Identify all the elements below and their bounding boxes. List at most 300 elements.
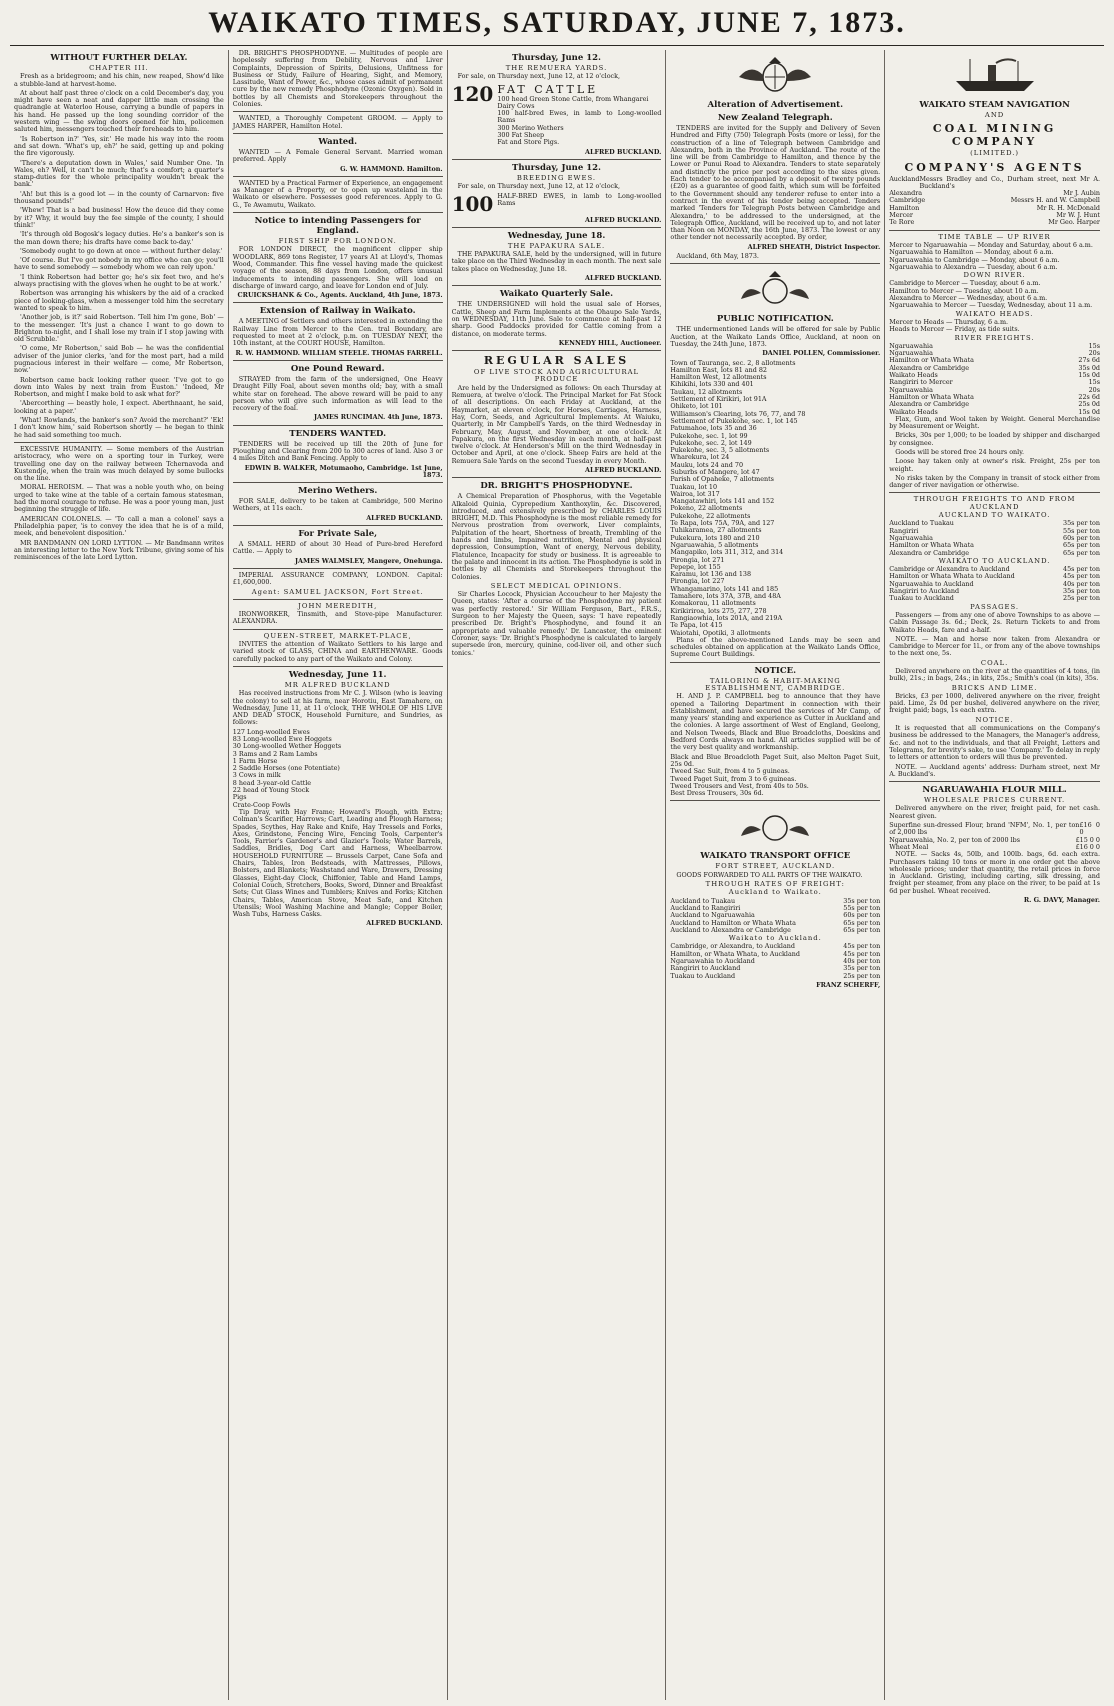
- stock-list: [233, 729, 443, 809]
- royal-crest-icon: [730, 53, 820, 97]
- price-item: Tweed Sac Suit, from 4 to 5 guineas.: [670, 767, 790, 776]
- divider: [233, 176, 443, 177]
- lot-item: 100 head Green Stone Cattle, from Whangarei: [497, 94, 649, 103]
- regular-sales-title: REGULAR SALES: [483, 354, 630, 368]
- land-item: Te Rapa, lots 75A, 79A, and 127: [670, 519, 775, 528]
- land-item: Pukekohe, 22 allotments: [670, 511, 751, 520]
- stock-item: 3 Cows in milk: [232, 771, 281, 780]
- stock-item: 83 Long-woolled Ewe Hoggets: [232, 735, 332, 743]
- reward-signature: JAMES RUNCIMAN. 4th June, 1873.: [313, 413, 443, 422]
- down-river-list: [889, 280, 1100, 309]
- freight-row-cell: Hamilton or Whata Whata: [889, 356, 974, 365]
- freight-row-cell: 35s 0d: [1078, 363, 1100, 372]
- telegraph-date: Auckland, 6th May, 1873.: [676, 252, 759, 261]
- land-item: Pirongia, lot 227: [670, 577, 725, 586]
- freight-row-cell: Alexandra or Cambridge: [889, 400, 969, 409]
- divider: [14, 442, 224, 443]
- agent-row-cell: Auckland: [889, 174, 920, 183]
- regular-sales-text: Are held by the Undersigned as follows: On each Thursday at Remuera, at twelve o'clock. The Principal Market for Fat Stock of all descriptions. On each Friday at Auckland, at the Haymarket, at eleven o'clock, for Horses, Carriages, Harness, Hay, Corn, Seeds, and Agricultural Implements. At Waiuku, Quarterly, in Mr Campbell's Yards, on the third Wednesday in February, May, August, and November, at one o'clock. At Papakura, on the first Wednesday in each month, at half-past twelve o'clock. At Henderson's Mill on the third Wednesday in October and April, at one o'clock. Sheep Fairs are held at the Remuera Sale Yards on the second Tuesday in every Month.: [451, 383, 662, 465]
- timetable-item: Mercer to Ngaruawahia — Monday and Saturday, about 6 a.m.: [889, 240, 1093, 249]
- divider: [233, 599, 443, 600]
- phosphodyne-title: DR. BRIGHT'S PHOSPHODYNE.: [480, 481, 633, 492]
- freight-row-cell: 35s per ton: [1063, 519, 1100, 528]
- stock-item: 127 Long-woolled Ewes: [232, 727, 310, 736]
- rate-row-cell: Tuakau to Auckland: [670, 971, 736, 980]
- rate-row-cell: Auckland to Tuakau: [670, 896, 736, 905]
- agent-row-cell: Hamilton: [889, 203, 920, 212]
- story-chapter: CHAPTER III.: [89, 64, 149, 72]
- freight-row-cell: 15s 0d: [1078, 407, 1100, 416]
- misc-paragraph: AMERICAN COLONELS. — 'To call a man a colonel' says a Philadelphia paper, 'is to convey the idea that he is of a mild, meek, and benevolent disposition.': [14, 514, 224, 538]
- wed18-title: Wednesday, June 18.: [507, 230, 606, 241]
- queen-street-text: INVITES the attention of Waikato Settlers to his large and varied stock of GLASS, CHINA and EARTHENWARE. Goods carefully packed to any part of the Waikato and Colony.: [232, 640, 443, 663]
- story-paragraph: 'Is Robertson in?' 'Yes, sir.' He made his way into the room and sat down. 'What's up, eh?' he said, getting up and poking the fire vigorously.: [14, 134, 224, 158]
- thu12a-lot-title: FAT CATTLE: [497, 82, 599, 96]
- timetable-item: Ngaruawahia to Alexandra — Tuesday, about 6 a.m.: [889, 262, 1058, 271]
- lot-item: Fat and Store Pigs.: [497, 138, 560, 147]
- freight-row-cell: Alexandra or Cambridge: [889, 548, 969, 557]
- price-item: Tweed Trousers and Vest, from 40s to 50s.: [670, 781, 809, 790]
- divider: [452, 227, 662, 228]
- agent-row: [889, 219, 1100, 226]
- rate-row-cell: Auckland to Rangiriri: [670, 903, 741, 912]
- freight-row-cell: Hamilton or Whata Whata: [889, 392, 974, 401]
- freight-row-cell: 15s: [1088, 341, 1100, 350]
- wed18-sub: THE PAPAKURA SALE.: [507, 241, 606, 250]
- transport-signature: FRANZ SCHERFF,: [816, 980, 881, 989]
- rate-row-cell: 45s per ton: [843, 942, 881, 951]
- rate-row: [670, 927, 880, 934]
- rate-row-cell: Rangiriri to Auckland: [670, 964, 741, 973]
- land-item: Pukekura, lots 180 and 210: [670, 533, 760, 542]
- public-notification-title: PUBLIC NOTIFICATION.: [716, 314, 834, 325]
- land-item: Pepepe, lot 155: [670, 562, 721, 571]
- timetable-item: Hamilton to Mercer — Tuesday, about 10 a.m.: [889, 286, 1039, 295]
- flour-sub: WHOLESALE PRICES CURRENT.: [923, 796, 1066, 805]
- transport-title: WAIKATO TRANSPORT OFFICE: [700, 851, 851, 862]
- thu12b-lot-number: 100: [451, 191, 494, 216]
- stock-item: 2 Saddle Horses (one Potentiate): [232, 764, 340, 773]
- freight-row-cell: 35s per ton: [1063, 587, 1100, 596]
- royal-crest-icon: [730, 804, 820, 848]
- story-paragraph: 'Somebody ought to go down at once — without further delay.': [20, 246, 223, 255]
- agent-row-cell: Mr W. J. Hunt: [1056, 211, 1100, 220]
- land-item: Ngaruawahia, 5 allotments: [670, 540, 759, 549]
- freight-row-cell: 25s 0d: [1078, 400, 1100, 409]
- divider: [233, 666, 443, 667]
- story-paragraph: 'I think Robertson had better go; he's six feet two, and he's always practising with the gloves when he ought to be at work.': [14, 272, 224, 289]
- public-notification-footer: Plans of the above-mentioned Lands may be seen and schedules obtained on application at the Waikato Lands Office, Supreme Court Buildings.: [670, 635, 881, 659]
- through-freights-a: [889, 520, 1100, 556]
- divider: [233, 482, 443, 483]
- divider: [889, 781, 1100, 782]
- thu12a-items: [497, 96, 661, 147]
- freight-row-cell: 15s 0d: [1078, 371, 1100, 380]
- agents-title: COMPANY'S AGENTS: [904, 160, 1085, 174]
- story-title: WITHOUT FURTHER DELAY.: [50, 53, 188, 63]
- transport-rates-b: [670, 943, 880, 979]
- land-item: Pokeno, 22 allotments: [670, 504, 743, 513]
- divider: [670, 662, 880, 663]
- reward-title: One Pound Reward.: [290, 363, 385, 374]
- merino-text: FOR SALE, delivery to be taken at Cambridge, 500 Merino Wethers, at 11s each.: [232, 497, 443, 513]
- freight-row-cell: 65s per ton: [1063, 541, 1100, 550]
- rate-row-cell: 40s per ton: [843, 957, 881, 966]
- price-item: Best Dress Trousers, 30s 6d.: [670, 789, 764, 798]
- opinions-title: SELECT MEDICAL OPINIONS.: [490, 581, 623, 590]
- timetable-item: Alexandra to Mercer — Wednesday, about 6 a.m.: [889, 294, 1048, 303]
- agent-row-cell: Mr R. H. McDonald: [1036, 203, 1100, 212]
- divider: [233, 525, 443, 526]
- divider: [889, 230, 1100, 231]
- agent-row-cell: Messrs Bradley and Co., Durham street, next Mr A. Buckland's: [919, 174, 1100, 190]
- through-freights-title: THROUGH FREIGHTS TO AND FROM AUCKLAND: [913, 495, 1076, 511]
- railway-text: A MEETING of Settlers and others interested in extending the Railway Line from Mercer to the Cen. tral Boundary, are requested to meet at 2 o'clock, p.m. on TUESDAY NEXT, the 10th instant, at the COURT HOUSE, Hamilton.: [232, 317, 443, 348]
- rate-row-cell: 25s per ton: [843, 971, 881, 980]
- land-item: Karamu, lot 136 and 138: [670, 570, 752, 579]
- land-item: Settlement of Pukekohe, sec. 1, lot 145: [670, 416, 798, 425]
- timetable-item: Ngaruawahia to Hamilton — Monday, about 6 a.m.: [889, 248, 1054, 257]
- phosphodyne-ad: DR. BRIGHT'S PHOSPHODYNE. — Multitudes of people are hopelessly suffering from Debility, Nervous and Liver Complaints, Depression of Spirits, Delusions, Unfitness for Business or Study, Failure of Hearing, Sight, and Memory, Lassitude, Want of Power, &c., whose cases admit of permanent cure by the new remedy Phosphodyne (Ozonic Oxygen). Sold in bottles by all Chemists and Storekeepers throughout the Colonies.: [232, 50, 443, 109]
- lands-list: [670, 360, 880, 637]
- misc-articles: [14, 446, 224, 561]
- rate-row: [670, 973, 880, 980]
- story-paragraph: 'There's a deputation down in Wales,' said Number One. 'In Wales, eh? Well, it can't be much; that's a comfort; a quarter's stamp-duties for the whole principality wouldn't break the bank.': [14, 158, 224, 189]
- insurance-agent: Agent: SAMUEL JACKSON, Fort Street.: [251, 587, 424, 596]
- freight-row-cell: Rangiriri to Auckland: [889, 587, 960, 596]
- land-item: Mangatawhiri, lots 141 and 152: [670, 497, 775, 506]
- tailor-notice-title: NOTICE.: [754, 665, 797, 676]
- land-item: Waiotahi, Opotiki, 3 allotments: [670, 628, 771, 637]
- agent-row-cell: Te Rore: [889, 218, 915, 227]
- freight-note: Bricks, 30s per 1,000; to be loaded by shipper and discharged by consignee.: [889, 431, 1100, 447]
- flour-signature: R. G. DAVY, Manager.: [1023, 896, 1100, 905]
- steamship-icon: [950, 53, 1040, 97]
- wed18-text: THE PAPAKURA SALE, held by the undersigned, will in future take place on the Third Wednesday in each month. The next sale takes place on Wednesday, June 18.: [451, 250, 662, 273]
- thu12a-intro: For sale, on Thursday next, June 12, at 12 o'clock,: [457, 72, 621, 81]
- freight-note: Flax, Gum, and Wool taken by Weight. General Merchandise by Measurement or Weight.: [889, 414, 1100, 431]
- freight-row-cell: Auckland to Tuakau: [889, 519, 954, 528]
- land-item: Williamson's Clearing, lots 76, 77, and 78: [670, 409, 806, 418]
- divider: [233, 568, 443, 569]
- thu12b-signature: ALFRED BUCKLAND.: [585, 215, 662, 224]
- phosphodyne-text: A Chemical Preparation of Phosphorus, with the Vegetable Alkaloid Quinia, Cyprepedium Xanthoxylin, &c. Discovered, introduced, and extensively prescribed by CHARLES LOUIS BRIGHT, M.D. This Phosphodyne is the most reliable remedy for Nervous prostration from overwork, Liver complaints, Palpitation of the heart, Shortness of breath, Trembling of the hands and limbs, Impaired nutrition, Mental and physical depression, Consumption, Want of energy, Nervous debility, Flatulence, Incapacity for study or business. It is agreeable to the palate and innocent in its action. The Phosphodyne is sold in bottles by all Chemists and Storekeepers throughout the Colonies.: [451, 492, 662, 581]
- thu12b-title: Thursday, June 12.: [512, 162, 601, 173]
- price-item: Black and Blue Broadcloth Paget Suit, also Melton Paget Suit, 25s 0d.: [670, 752, 881, 768]
- land-item: Pirongia, lot 271: [670, 555, 725, 564]
- agent-row-cell: Cambridge: [889, 196, 926, 205]
- freight-row-cell: Ngaruawahia to Auckland: [889, 579, 974, 588]
- land-item: Wharekura, lot 24: [670, 453, 730, 462]
- story-paragraph: Fresh as a bridegroom; and his chin, new reaped, Show'd like a stubble-land at harvest-home.: [14, 72, 224, 88]
- freight-row-cell: Ngaruawahia: [889, 349, 933, 358]
- land-item: Pukekohe, sec. 2, lot 149: [670, 438, 752, 447]
- freight-row-cell: Alexandra or Cambridge: [889, 363, 969, 372]
- railway-title: Extension of Railway in Waikato.: [259, 306, 416, 317]
- freight-row-cell: Rangiriri: [889, 526, 919, 535]
- wed11-title: Wednesday, June 11.: [288, 669, 387, 680]
- stock-item: 3 Rams and 2 Ram Lambs: [232, 749, 318, 758]
- story-paragraph: 'Of course. But I've got nobody in my office who can go; you'll have to send somebody — somebody whom we can rely upon.': [14, 256, 224, 272]
- agent-row: [889, 176, 1100, 191]
- agent-row-cell: Mr J. Aubin: [1063, 189, 1100, 198]
- column-3: [448, 50, 667, 1700]
- freight-row-cell: 20s: [1088, 349, 1100, 358]
- sundries-text: Tip Dray, with Hay Frame; Howard's Plough, with Extra; Colman's Scarifier, Harrows; Cart, Leading and Plough Harness; Spades, Scythes, Hay Rake and Knife, Hay Tressels and Forks, Axes, Grindstone, Fencing Wire, Fencing Tools, Carpenter's Tools, Farrier's Gardener's and Glazier's Tools; Water Barrels, Saddles, Bridles, Dog Cart and Harness, Wheelbarrow. HOUSEHOLD FURNITURE — Brussels Carpet, Cane Sofa and Chairs, Tables, Iron Bedsteads, with Mattresses, Pillows, Bolsters, and Blankets; Washstand and Ware, Drawers, Dressing Glasses, Eight-day Clock, Chiffonier, Table and Hand Lamps, Colonial Couch, Stretchers, Books, Sword, Dinner and Breakfast Sets; Cut Glass Wines and Tumblers; Knives and Forks; Kitchen Chairs, Tables, American Stove, Meat Safe, and Kitchen Utensils; Wool Washing Machine and Mangle; Copper Boiler, Wash Tubs, Harness Casks.: [232, 807, 443, 919]
- telegraph-signature: ALFRED SHEATH, District Inspector.: [747, 242, 881, 251]
- freight-row-cell: Waikato Heads: [889, 371, 938, 380]
- stock-item: Crate-Coop Fowls: [232, 800, 291, 809]
- freight-row-cell: Ngaruawahia: [889, 385, 933, 394]
- freight-row: [889, 595, 1100, 602]
- land-item: Kirikiriroa, lots 275, 277, 278: [670, 606, 767, 615]
- story-paragraph: Robertson came back looking rather queer. 'I've got to go down into Wales by next train from Euston.' 'Indeed, Mr Robertson, and might I make bold to ask what for?': [14, 375, 224, 399]
- quarterly-text: THE UNDERSIGNED will hold the usual sale of Horses, Cattle, Sheep and Farm Implements at the Ohaupo Sale Yards, on WEDNESDAY, 11th June. Sale to commence at half-past 12 sharp. Good Paddocks provided for Cattle coming from a distance, on moderate terms.: [451, 300, 662, 338]
- land-item: Hamilton West, 12 allotments: [670, 373, 767, 382]
- regular-sales-sub: OF LIVE STOCK AND AGRICULTURAL PRODUCE: [473, 368, 640, 384]
- story-paragraph: 'Another job, is it?' said Robertson. 'Tell him I'm gone, Bob' — to the messenger. 'It's just a chance I want to go down to Brighton to-night, and I shall lose my train if I stop jawing with old Scrubble.': [14, 313, 224, 344]
- buckland-title: MR ALFRED BUCKLAND: [284, 680, 391, 689]
- divider: [452, 285, 662, 286]
- divider: [233, 212, 443, 213]
- column-4: [666, 50, 885, 1700]
- royal-crest-icon: [730, 267, 820, 311]
- price-row-cell: £16 0 0: [1075, 842, 1100, 851]
- land-item: Mangapiko, lots 311, 312, and 314: [670, 548, 784, 557]
- freight-row-cell: Ngaruawahia: [889, 341, 933, 350]
- tenders-signature: EDWIN B. WALKER, Motumaoho, Cambridge. 1st June, 1873.: [244, 463, 443, 479]
- column-1: [10, 50, 229, 1700]
- quarterly-title: Waikato Quarterly Sale.: [499, 289, 614, 300]
- bricks-text: Bricks, £3 per 1000, delivered anywhere on the river, freight paid. Lime, 2s 0d per bushel, delivered anywhere on the river, freight paid; bags, 1s each extra.: [889, 691, 1100, 715]
- column-2: [229, 50, 448, 1700]
- divider: [233, 302, 443, 303]
- price-row-cell: Wheat Meal: [889, 842, 929, 851]
- price-row-cell: Superfine sun-dressed Flour, brand 'NFM', No. 1, per ton of 2,000 lbs: [889, 821, 1080, 837]
- divider: [233, 360, 443, 361]
- servant-wanted-ad: WANTED — A Female General Servant. Married woman preferred. Apply: [232, 147, 443, 164]
- thu12b-intro: For sale, on Thursday next, June 12, at 12 o'clock,: [457, 182, 621, 191]
- land-item: Pukekohe, sec. 3, 5 allotments: [670, 446, 770, 455]
- first-ship-heading: FIRST SHIP FOR LONDON.: [278, 237, 397, 246]
- divider: [233, 133, 443, 134]
- rate-row-cell: 60s per ton: [843, 911, 881, 920]
- lot-item: 300 Merino Wethers: [497, 123, 564, 132]
- freights-table: [889, 343, 1100, 416]
- flour-mill-title: NGARUAWAHIA FLOUR MILL.: [922, 785, 1067, 796]
- freight-note: No risks taken by the Company in transit of stock either from danger of river navigation or otherwise.: [889, 473, 1100, 490]
- land-item: Suburbs of Mangere, lot 47: [670, 467, 760, 476]
- tailor-sub: TAILORING & HABIT-MAKING ESTABLISHMENT, CAMBRIDGE.: [705, 676, 846, 692]
- transport-text: GOODS FORWARDED TO ALL PARTS OF THE WAIKATO.: [676, 870, 863, 879]
- rate-row-cell: 35s per ton: [843, 896, 881, 905]
- freight-row-cell: 27s 6d: [1078, 356, 1100, 365]
- freight-row-cell: 40s per ton: [1063, 579, 1100, 588]
- through-freights-b: [889, 566, 1100, 602]
- stock-item: 22 head of Young Stock: [232, 786, 310, 795]
- land-item: Wairoa, lot 317: [670, 489, 720, 498]
- servant-ad-signature: G. W. HAMMOND. Hamilton.: [340, 164, 443, 173]
- freight-row-cell: Waikato Heads: [889, 407, 938, 416]
- freight-row: [889, 550, 1100, 557]
- land-item: Pukekohe, sec. 1, lot 99: [670, 431, 748, 440]
- story-paragraph: 'Whew! That is a bad business! How the deuce did they come by it? Why, it would buy the fee simple of the county, I should think!': [14, 206, 224, 229]
- wanted-title: Wanted.: [318, 136, 358, 147]
- price-row: [889, 822, 1100, 837]
- notice-note: NOTE. — Auckland agents' address: Durham street, next Mr A. Buckland's.: [889, 762, 1100, 778]
- price-row-cell: £16 0 0: [1079, 821, 1100, 837]
- freight-note: Loose hay taken only at owner's risk. Freight, 25s per ton weight.: [889, 457, 1100, 473]
- freight-notes: [889, 416, 1100, 490]
- down-river-title: DOWN RIVER.: [963, 271, 1026, 280]
- freight-row-cell: 55s per ton: [1063, 526, 1100, 535]
- thu12b-lot: [452, 193, 662, 215]
- divider: [452, 477, 662, 478]
- public-notification-text: THE undermentioned Lands will be offered for sale by Public Auction, at the Waikato Lands Office, Auckland, at noon on Tuesday, the 24th June, 1873.: [670, 325, 881, 348]
- private-sale-signature: JAMES WALMSLEY, Mangere, Onehunga.: [295, 556, 443, 565]
- freights-title: RIVER FREIGHTS.: [954, 333, 1035, 342]
- coal-title: COAL.: [980, 658, 1009, 667]
- story-paragraph: 'O come, Mr Robertson,' said Bob — he was the confidential adviser of the junior clerks, 'and for the most part, had a mild pugnacious interest in their welfare — come, Mr Robertson, now.': [14, 344, 224, 375]
- rate-row-cell: Cambridge, or Alexandra, to Auckland: [670, 942, 795, 951]
- land-item: Tamahere, lots 37A, 37B, and 48A: [670, 592, 781, 601]
- rate-row-cell: Auckland to Hamilton or Whata Whata: [670, 918, 796, 927]
- thu12a-signature: ALFRED BUCKLAND.: [585, 147, 662, 156]
- bricks-title: BRICKS AND LIME.: [951, 683, 1038, 692]
- divider: [233, 111, 443, 112]
- limited-label: (LIMITED.): [970, 149, 1020, 158]
- freight-row-cell: 45s per ton: [1063, 565, 1100, 574]
- freight-row-cell: 45s per ton: [1063, 572, 1100, 581]
- freight-row-cell: 15s: [1088, 378, 1100, 387]
- land-item: Settlement of Kirikiri, lot 91A: [670, 395, 767, 404]
- column-5: [885, 50, 1104, 1700]
- land-item: Mauku, lots 24 and 70: [670, 460, 744, 469]
- story-paragraph: 'It's through old Bogosk's legacy duties. He's a banker's son is the man down there; his drafts have come back to-day.': [14, 230, 224, 246]
- story-paragraph: Robertson was arranging his whiskers by the aid of a cracked piece of looking-glass, when a messenger told him the secretary wanted to speak to him.: [14, 289, 224, 312]
- transport-rates-a: [670, 898, 880, 934]
- thu12b-lot-title: HALF-BRED EWES, in lamb to Long-woolled Rams: [497, 191, 662, 207]
- notice-title: NOTICE.: [975, 715, 1014, 724]
- queen-street-title: QUEEN-STREET, MARKET-PLACE,: [263, 631, 412, 640]
- thu12a-lot-number: 120: [451, 81, 494, 106]
- transport-sub: FORT STREET, AUCKLAND.: [715, 862, 836, 871]
- flour-prices: [889, 822, 1100, 851]
- agent-row-cell: Mr Geo. Harper: [1048, 218, 1100, 227]
- ship-ad-signature: CRUICKSHANK & Co., Agents. Auckland, 4th June, 1873.: [237, 291, 443, 300]
- divider: [889, 492, 1100, 493]
- thu12a-lot: [452, 83, 662, 147]
- divider: [670, 800, 880, 801]
- heads-list: [889, 319, 1100, 334]
- stock-item: Pigs: [232, 793, 247, 802]
- flour-note: NOTE. — Sacks 4s, 50lb, and 100lb. bags, 6d. each extra. Purchasers taking 10 tons or more in one order get the above wholesale prices; under that quantity, the retail prices in force in Auckland. Gristing, including carting, silk dressing, and freight per steamer, from any place on the river, to be paid at 1s 6d per bushel. Wheat received.: [889, 850, 1100, 895]
- timetable-item: Ngaruawahia to Cambridge — Monday, about 6 a.m.: [889, 255, 1060, 264]
- price-row-cell: Ngaruawahia, No. 2, per ton of 2000 lbs: [889, 835, 1020, 844]
- freight-row-cell: Cambridge or Alexandra to Auckland: [889, 565, 1010, 574]
- telegraph-text: TENDERS are invited for the Supply and Delivery of Seven Hundred and Fifty (750) Telegraph Posts (more or less), for the construction of a line of Telegraph between Cambridge and Alexandra, both in the Province of Auckland. The route of the line will be from Cambridge to Hamilton, and thence by the Lower or Punui Road to Alexandra. Tenders to state separately and distinctly the price per post according to the sizes given. Each tender to be accompanied by a deposit of twenty pounds (£20) as a guarantee of good faith, which sum will be forfeited to the Government should any tenderer refuse to enter into a contract in the event of his tender being accepted. Tenders marked 'Tenders for Telegraph Posts between Cambridge and Alexandra,' to be addressed to the undersigned, at the Telegraph Office, Auckland, will be received up to, and not later than Noon on MONDAY, the 16th June, 1873. The lowest or any other tender not necessarily accepted. By order,: [670, 124, 881, 242]
- freight-row-cell: 65s per ton: [1063, 548, 1100, 557]
- misc-paragraph: MR BANDMANN ON LORD LYTTON. — Mr Bandmann writes an interesting letter to the New York Tribune, giving some of his reminiscences of the late Lord Lytton.: [14, 538, 224, 562]
- flour-text: Delivered anywhere on the river, freight paid, for net cash. Nearest given.: [889, 804, 1100, 820]
- freight-row-cell: Hamilton or Whata Whata: [889, 541, 974, 550]
- rate-row-cell: 65s per ton: [843, 925, 881, 934]
- passages-title: PASSAGES.: [970, 602, 1020, 611]
- timetable-item: Cambridge to Mercer — Tuesday, about 6 a.m.: [889, 279, 1041, 288]
- freight-row-cell: 22s 6d: [1078, 392, 1100, 401]
- steam-navigation-title: WAIKATO STEAM NAVIGATION: [919, 100, 1070, 110]
- tenders-text: TENDERS will be received up till the 20th of June for Ploughing and Clearing from 200 to 300 acres of land. Also 3 or 4 miles Ditch and Bank Fencing. Apply to: [232, 439, 443, 463]
- private-sale-title: For Private Sale,: [298, 529, 378, 540]
- thu12b-sub: BREEDING EWES.: [516, 173, 597, 182]
- rate-row-cell: 55s per ton: [843, 903, 881, 912]
- divider: [670, 263, 880, 264]
- railway-signature: R. W. HAMMOND. WILLIAM STEELE. THOMAS FARRELL.: [235, 348, 443, 357]
- price-row-cell: £15 0 0: [1075, 835, 1100, 844]
- divider: [452, 350, 662, 351]
- lot-item: Dairy Cows: [497, 101, 535, 110]
- tailor-prices: [670, 754, 880, 798]
- timetable-item: Heads to Mercer — Friday, as tide suits.: [889, 325, 1020, 334]
- transport-rates-title: THROUGH RATES OF FREIGHT:: [705, 880, 845, 889]
- rate-row-cell: Auckland to Alexandra or Cambridge: [670, 925, 791, 934]
- land-item: Parish of Opaheke, 7 allotments: [670, 475, 774, 484]
- misc-paragraph: EXCESSIVE HUMANITY. — Some members of the Austrian aristocracy, who were on a sporting tour in Turkey, were travelling one day on the railway between Tchernavoda and Kustendje, when the train was much delayed by some bullocks on the line.: [14, 444, 224, 483]
- story-body: [14, 73, 224, 439]
- passages-text: Passengers — from any one of above Townships to as above — Cabin Passage 3s. 6d.; Deck, 2s. Return Tickets to and from Waikato Heads, fare and a-half.: [889, 610, 1100, 634]
- to-waikato-title: AUCKLAND TO WAIKATO.: [938, 511, 1051, 520]
- lot-item: 100 half-bred Ewes, in lamb to Long-woolled Rams: [497, 109, 662, 125]
- heads-title: WAIKATO HEADS.: [955, 309, 1034, 318]
- transport-to-waikato: Auckland to Waikato.: [728, 888, 822, 897]
- divider: [233, 629, 443, 630]
- thu12a-title: Thursday, June 12.: [512, 53, 601, 63]
- quarterly-signature: KENNEDY HILL, Auctioneer.: [558, 338, 662, 347]
- timetable-item: Mercer to Heads — Thursday, 6 a.m.: [889, 317, 1009, 326]
- columns: [10, 50, 1104, 1700]
- rate-row-cell: Auckland to Ngaruawahia: [670, 911, 755, 920]
- land-item: Whangamarino, lots 141 and 185: [670, 584, 779, 593]
- rate-row-cell: 45s per ton: [843, 949, 881, 958]
- alteration-title: Alteration of Advertisement.: [707, 100, 844, 110]
- notice-text: It is requested that all communications on the Company's business be addressed to the Managers, the Manager's address, &c. and not to the individuals, and that all Freight, Letters and Telegrams, for brevity's sake, to use 'Company.' To delay in reply to letters or attention to orders will thus be prevented.: [889, 724, 1100, 762]
- steam-and: AND: [984, 111, 1005, 119]
- meredith-text: IRONWORKER, Tinsmith, and Stove-pipe Manufacturer. ALEXANDRA.: [232, 610, 443, 626]
- wed11-text: Has received instructions from Mr C. J. Wilson (who is leaving the colony) to sell at his farm, near Horotiu, East Tamahere, on Wednesday, June 11, at 11 o'clock, THE WHOLE OF HIS LIVE AND DEAD STOCK, Household Furniture, and Sundries, as follows:: [232, 689, 443, 727]
- farmer-wanted-ad: WANTED by a Practical Farmer of Experience, an engagement as Manager of a Property, or to open up wasteland in the Waikato or elsewhere. Possesses good references. Apply to G. G., Te Awamutu, Waikato.: [232, 178, 443, 209]
- land-item: Tuhikaramea, 27 allotments: [670, 526, 762, 535]
- divider: [452, 159, 662, 160]
- coal-mining-title: COAL MINING COMPANY: [932, 122, 1057, 149]
- rate-row-cell: 35s per ton: [843, 964, 881, 973]
- meredith-name: JOHN MEREDITH,: [298, 601, 378, 610]
- groom-wanted-ad: WANTED, a Thoroughly Competent GROOM. — Apply to JAMES HARPER, Hamilton Hotel.: [232, 114, 443, 130]
- land-item: Taukau, 12 allotments: [670, 387, 743, 396]
- stock-item: 30 Long-woolled Wether Hoggets: [232, 742, 342, 751]
- rate-row-cell: Ngaruawahia to Auckland: [670, 957, 755, 966]
- merino-signature: ALFRED BUCKLAND.: [366, 513, 443, 522]
- agent-row-cell: Messrs H. and W. Campbell: [1010, 196, 1100, 205]
- land-item: Hamilton East, lots 81 and 82: [670, 365, 767, 374]
- freight-note: Goods will be stored free 24 hours only.: [895, 447, 1025, 456]
- divider: [233, 425, 443, 426]
- land-item: Komakorau, 11 allotments: [670, 599, 756, 608]
- freight-row-cell: Rangiriri to Mercer: [889, 378, 953, 387]
- wed11-signature: ALFRED BUCKLAND.: [366, 919, 443, 928]
- story-paragraph: 'Abercorthing — beastly hole, I expect. Aberthnaant, he said, looking at a paper.': [14, 399, 224, 415]
- story-paragraph: 'What! Rowlands, the banker's son? Avoid the merchant?' 'Ek! I don't know him,' said Robertson shortly — he began to think he had said something too much.: [14, 416, 224, 439]
- freight-row-cell: 20s: [1088, 385, 1100, 394]
